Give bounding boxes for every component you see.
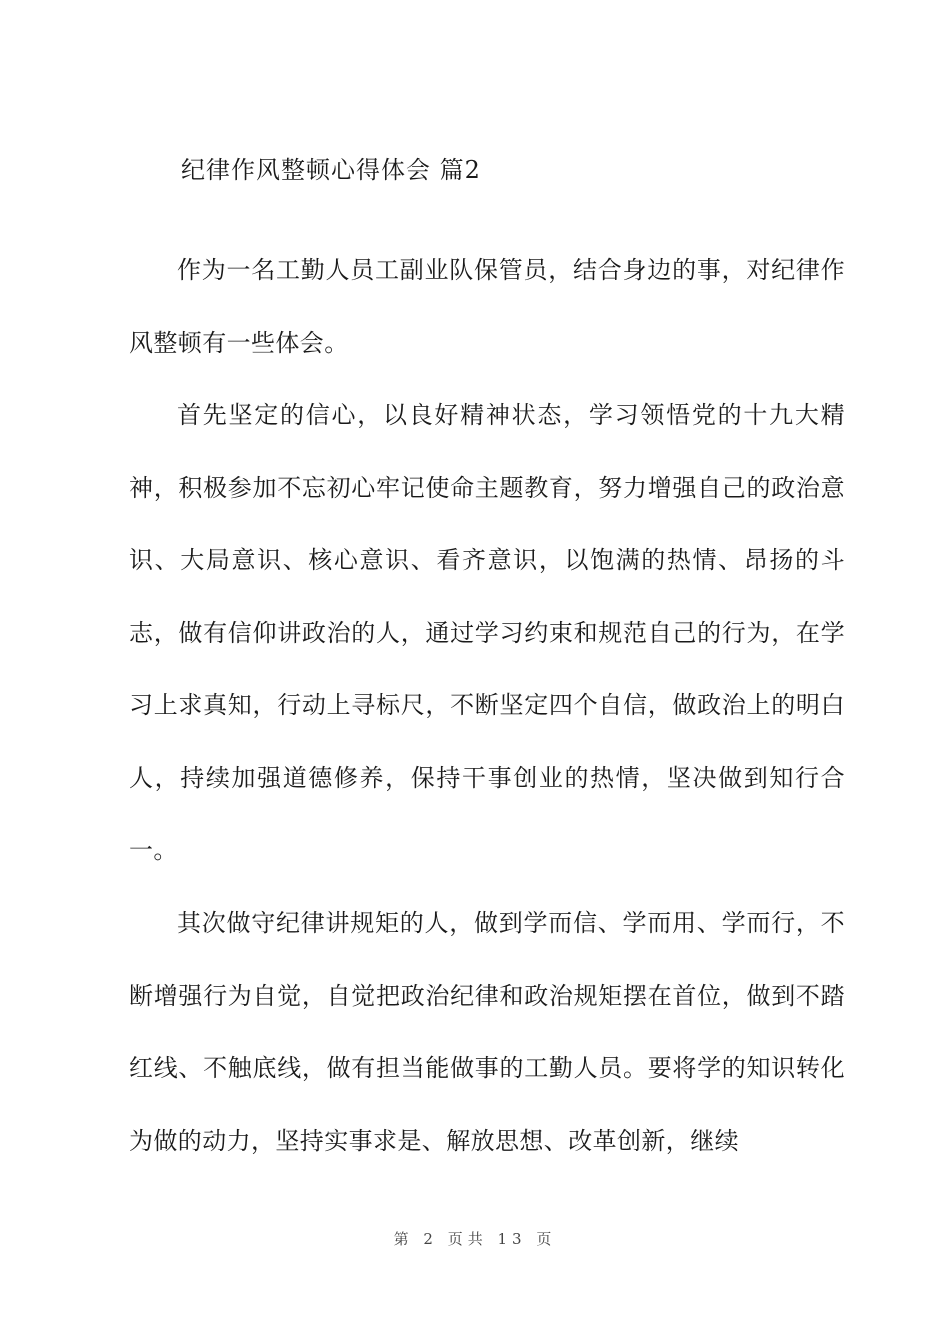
section-title: 纪律作风整顿心得体会 篇2 bbox=[181, 156, 481, 184]
paragraph-2: 首先坚定的信心，以良好精神状态，学习领悟党的十九大精神，积极参加不忘初心牢记使命主题教育，努力增强自己的政治意识、大局意识、核心意识、看齐意识，以饱满的热情、昂扬的斗志，做有信仰讲政治的人，通过学习约束和规范自己的行为，在学习上求真知，行动上寻标尺，不断坚定四个自信，做政治上的明白人，持续加强道德修养，保持干事创业的热情，坚决做到知行合一。 bbox=[129, 401, 845, 864]
paragraph-1: 作为一名工勤人员工副业队保管员，结合身边的事，对纪律作风整顿有一些体会。 bbox=[129, 256, 845, 357]
page-number-footer: 第 2 页共 13 页 bbox=[393, 1230, 557, 1248]
paragraph-3: 其次做守纪律讲规矩的人，做到学而信、学而用、学而行，不断增强行为自觉，自觉把政治纪律和政治规矩摆在首位，做到不踏红线、不触底线，做有担当能做事的工勤人员。要将学的知识转化为做的动力，坚持实事求是、解放思想、改革创新，继续 bbox=[129, 909, 845, 1155]
